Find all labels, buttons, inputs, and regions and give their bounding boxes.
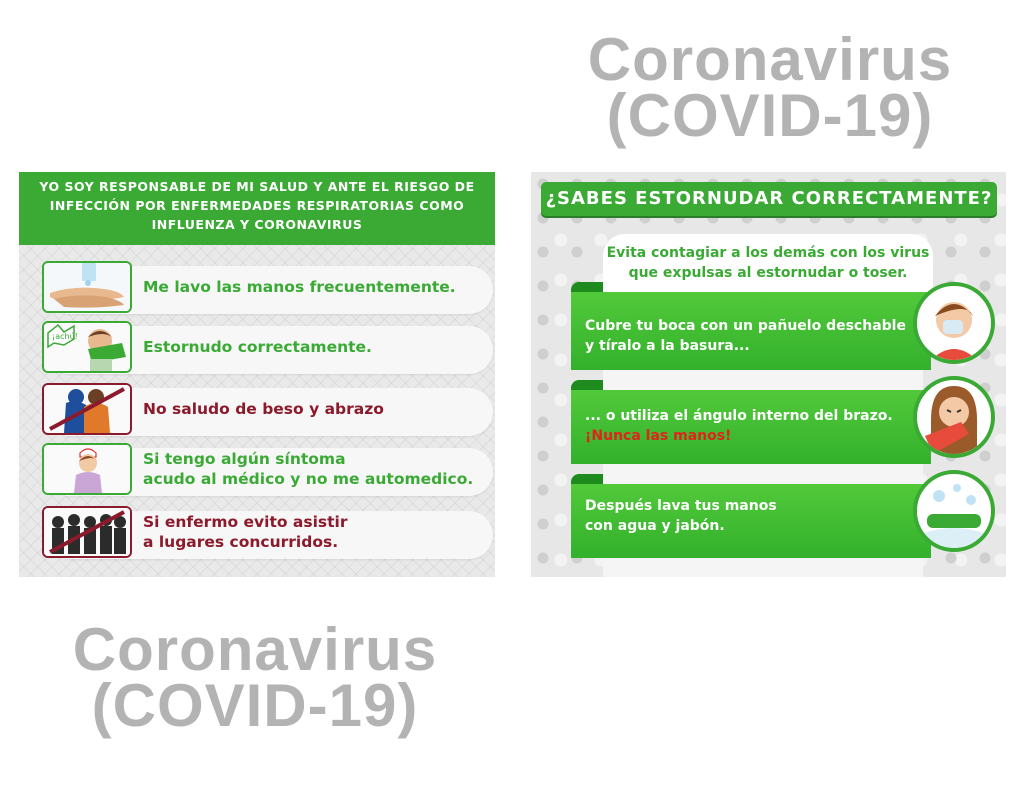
item-text-line1: Si tengo algún síntoma [143,450,346,468]
poster-left-header [19,172,495,245]
step-text-line2: y tíralo a la basura... [585,338,750,354]
header-line-3: INFLUENZA Y CORONAVIRUS [151,217,363,232]
item-text [143,512,348,552]
poster-sneeze-correctly [531,172,1006,577]
no-crowd-icon [42,506,132,558]
poster-right-header: ¿SABES ESTORNUDAR CORRECTAMENTE? [541,182,997,216]
title-top-line2: (COVID-19) [606,82,934,149]
list-item [19,260,495,316]
item-text: Me lavo las manos frecuentemente. [143,278,456,296]
sneeze-bubble-text: ¡achú! [52,332,78,341]
item-text-line2: acudo al médico y no me automedico. [143,470,474,488]
sneeze-icon [42,321,132,373]
step-text-line1: Después lava tus manos [585,498,777,514]
divider-strip [603,370,923,390]
item-text: Estornudo correctamente. [143,338,372,356]
header-line-1: YO SOY RESPONSABLE DE MI SALUD Y ANTE EL RIESGO DE [39,179,475,194]
title-coronavirus-bottom [55,616,455,739]
tissue-sneeze-icon [913,282,995,364]
band-tab [571,474,603,484]
item-text: No saludo de beso y abrazo [143,400,384,418]
step-text-line1: ... o utiliza el ángulo interno del brazo. [585,408,893,424]
item-text-line1: Si enfermo evito asistir [143,513,348,531]
divider-strip [603,464,923,484]
list-item [19,320,495,376]
intro-line-1: Evita contagiar a los demás con los virus [606,245,930,261]
step-warning-text: ¡Nunca las manos! [585,428,732,444]
step-band [571,390,931,464]
title-bottom-line2: (COVID-19) [91,672,419,739]
step-text-line2: con agua y jabón. [585,518,725,534]
title-top-line1: Coronavirus [587,26,953,93]
list-item [19,505,495,561]
intro-line-2: que expulsas al estornudar o toser. [628,265,908,281]
title-bottom-line1: Coronavirus [72,616,438,683]
soap-wash-icon [913,470,995,552]
divider-strip [603,558,923,577]
step-band [571,484,931,558]
poster-responsibility [19,172,495,577]
intro-text [603,234,933,292]
header-line-2: INFECCIÓN POR ENFERMEDADES RESPIRATORIAS COMO [49,198,465,213]
no-hug-icon [42,383,132,435]
title-coronavirus-top [560,26,980,149]
item-text [143,449,473,489]
band-tab [571,282,603,292]
hand-washing-icon [42,261,132,313]
nurse-icon [42,443,132,495]
band-tab [571,380,603,390]
item-text-line2: a lugares concurridos. [143,533,339,551]
step-text-line1: Cubre tu boca con un pañuelo deschable [585,318,906,334]
elbow-sneeze-icon [913,376,995,458]
step-band [571,292,931,370]
list-item [19,442,495,498]
list-item [19,382,495,438]
